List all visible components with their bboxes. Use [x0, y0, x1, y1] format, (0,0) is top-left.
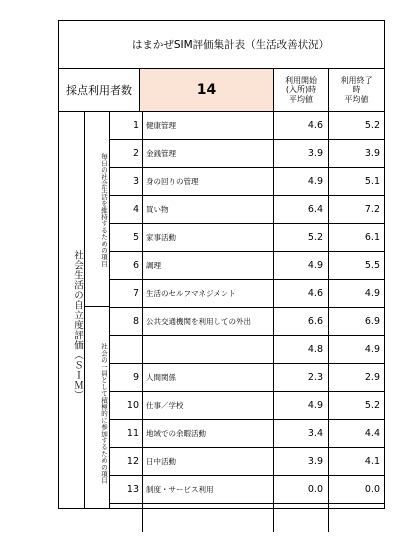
table-row [110, 252, 384, 280]
end-average: 0.0 [364, 484, 380, 495]
end-average: 7.2 [364, 204, 380, 215]
end-header-line3: 平均値 [344, 94, 369, 104]
end-average: 5.2 [364, 400, 380, 411]
table-row [110, 448, 384, 476]
start-average: 3.9 [274, 140, 329, 167]
table-row [110, 308, 384, 336]
social-participation-group-label: 社会の一員として積極的に参加するための項目 [85, 307, 110, 509]
item-number: 13 [110, 476, 143, 503]
table-row [110, 504, 384, 532]
table-row [110, 280, 384, 308]
table-row [110, 476, 384, 504]
item-name: 身の回りの管理 [143, 168, 274, 195]
end-average: 3.9 [364, 148, 380, 159]
item-name [143, 336, 274, 363]
end-average: 4.4 [364, 428, 380, 439]
table-row [110, 364, 384, 392]
item-number: 1 [110, 112, 143, 139]
user-count-value: 14 [140, 69, 274, 112]
start-average: 6.4 [274, 196, 329, 223]
item-name: 公共交通機関を利用しての外出 [143, 308, 274, 335]
item-name: 日中活動 [143, 448, 274, 475]
start-header-line1: 利用開始 [285, 75, 317, 85]
end-average: 4.9 [364, 344, 380, 355]
item-name: 仕事／学校 [143, 392, 274, 419]
end-average: 5.2 [364, 120, 380, 131]
item-number: 5 [110, 224, 143, 251]
item-name: 金銭管理 [143, 140, 274, 167]
start-average: 4.9 [274, 168, 329, 195]
end-average: 6.9 [364, 316, 380, 327]
table-row [110, 336, 384, 364]
item-number: 10 [110, 392, 143, 419]
end-average [329, 504, 384, 532]
item-number: 8 [110, 308, 143, 335]
end-average-header [329, 69, 384, 112]
item-number [110, 336, 143, 363]
end-average: 6.1 [364, 232, 380, 243]
item-number [110, 504, 143, 532]
item-name: 調理 [143, 252, 274, 279]
evaluation-sheet [58, 20, 385, 509]
start-average: 3.4 [274, 420, 329, 447]
start-average: 4.9 [274, 252, 329, 279]
item-name: 生活のセルフマネジメント [143, 280, 274, 307]
table-row [110, 140, 384, 168]
item-name: 健康管理 [143, 112, 274, 139]
start-average: 4.9 [274, 392, 329, 419]
start-average: 5.2 [274, 224, 329, 251]
table-row [110, 224, 384, 252]
start-average: 6.6 [274, 308, 329, 335]
start-average-header [274, 69, 329, 112]
item-name: 家事活動 [143, 224, 274, 251]
item-number: 3 [110, 168, 143, 195]
end-average: 4.1 [364, 456, 380, 467]
item-name: 買い物 [143, 196, 274, 223]
table-row [110, 168, 384, 196]
table-row [110, 112, 384, 140]
item-name [143, 504, 274, 532]
table-row [110, 420, 384, 448]
table-row [110, 196, 384, 224]
start-average: 3.9 [274, 448, 329, 475]
end-average: 4.9 [364, 288, 380, 299]
sheet-title: はまかぜSIM評価集計表（生活改善状況） [59, 21, 384, 69]
item-number: 12 [110, 448, 143, 475]
evaluation-table [110, 112, 384, 532]
end-header-line2: 時 [352, 85, 361, 95]
end-average: 2.9 [364, 372, 380, 383]
item-number: 4 [110, 196, 143, 223]
end-average: 5.1 [364, 176, 380, 187]
end-average: 5.5 [364, 260, 380, 271]
daily-life-group-label: 毎日の社会生活を維持するための項目 [85, 112, 110, 307]
item-name: 人間関係 [143, 364, 274, 391]
item-number: 9 [110, 364, 143, 391]
start-average: 0.0 [274, 476, 329, 503]
start-average: 4.6 [274, 280, 329, 307]
start-average: 2.3 [274, 364, 329, 391]
item-number: 2 [110, 140, 143, 167]
item-name: 地域での余暇活動 [143, 420, 274, 447]
item-number: 11 [110, 420, 143, 447]
item-number: 6 [110, 252, 143, 279]
start-header-line2: (入所)時 [285, 85, 317, 95]
item-number: 7 [110, 280, 143, 307]
start-average: 4.6 [274, 112, 329, 139]
start-header-line3: 平均値 [289, 94, 313, 104]
user-count-label: 採点利用者数 [59, 69, 140, 112]
start-average [274, 504, 329, 532]
end-header-line1: 利用終了 [340, 75, 373, 85]
table-row [110, 392, 384, 420]
sim-category-label: 社会生活の自立度評価（ＳＩＭ） [59, 112, 85, 509]
start-average: 4.8 [274, 336, 329, 363]
item-name: 制度・サービス利用 [143, 476, 274, 503]
